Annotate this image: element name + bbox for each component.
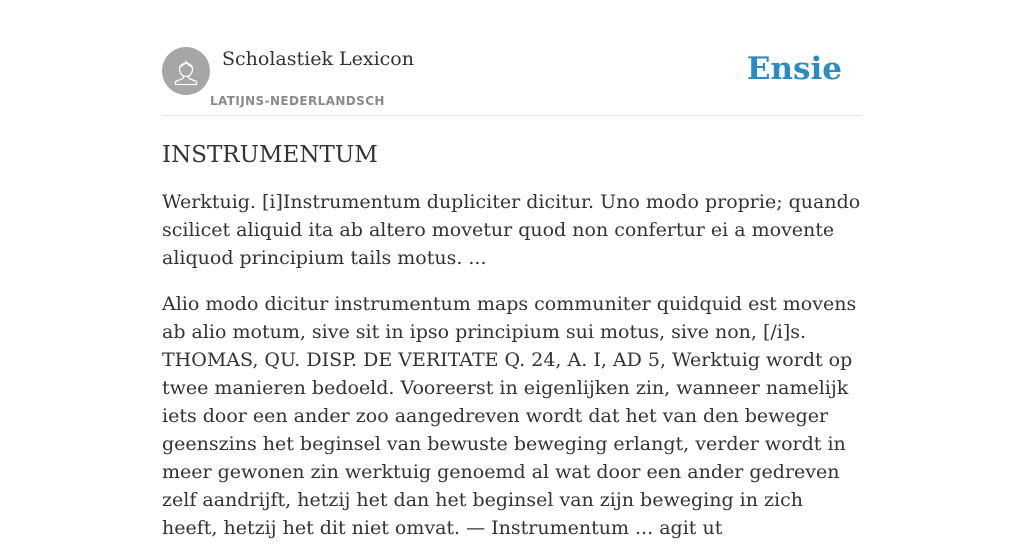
lexicon-header	[162, 47, 862, 116]
lexicon-title[interactable]: Scholastiek Lexicon	[222, 48, 414, 70]
entry-paragraph: Alio modo dicitur instrumentum maps communiter quidquid est movens ab alio motum, sive sit in ipso principium sui motus, sive non, [/i]s. THOMAS, QU. DISP. DE VERITATE Q. 24, A. I, AD 5, Werktuig wordt op twee manieren bedoeld. Vooreerst in eigenlijken zin, wanneer namelijk iets door een ander zoo aangedreven wordt dat het van den beweger geenszins het beginsel van bewuste beweging erlangt, verder wordt in meer gewonen zin werktuig genoemd al wat door een ander gedreven zelf aandrijft, hetzij het dan het beginsel van zijn beweging in zich heeft, hetzij het dit niet omvat. — Instrumentum ... agit ut	[162, 293, 857, 539]
entry-title: INSTRUMENTUM	[162, 142, 378, 168]
user-icon	[162, 47, 210, 95]
lexicon-subtitle[interactable]: LATIJNS-NEDERLANDSCH	[210, 94, 385, 108]
avatar[interactable]	[162, 47, 210, 95]
entry-content	[162, 140, 862, 560]
entry-paragraph: Werktuig. [i]Instrumentum dupliciter dicitur. Uno modo proprie; quando scilicet aliquid ita ab altero movetur quod non confertur ei a movente aliquod principium tails motus. ...	[162, 191, 861, 269]
brand-logo[interactable]: Ensie	[746, 51, 842, 87]
